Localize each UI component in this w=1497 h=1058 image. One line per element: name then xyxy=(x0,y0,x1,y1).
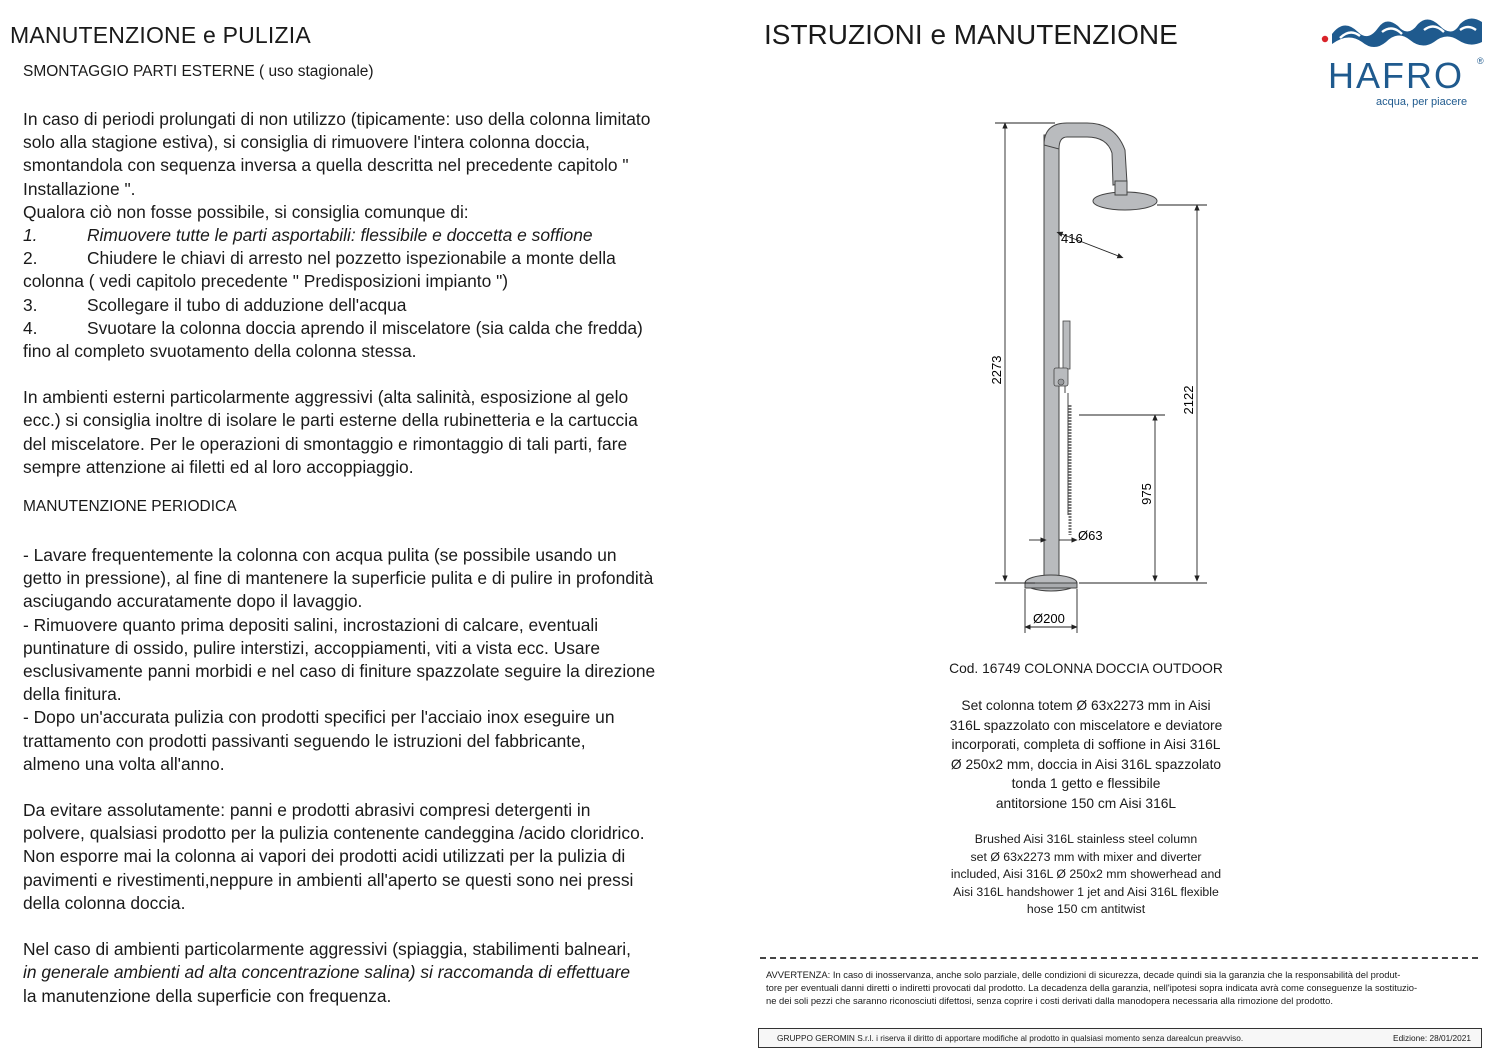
footer-disclaimer: GRUPPO GEROMIN S.r.l. i riserva il diritto di apportare modifiche al prodotto in qualsiasi momento senza darealcun preavviso. xyxy=(777,1033,1244,1043)
text-line: la manutenzione della superficie con frequenza. xyxy=(23,985,392,1006)
avoid-paragraph xyxy=(23,799,723,915)
text-line: 316L spazzolato con miscelatore e deviatore xyxy=(949,717,1223,733)
step-number: 1. xyxy=(23,225,38,246)
text-line: puntinature di ossido, pulire interstizi, accoppiamenti, viti a vista ecc. Usare xyxy=(23,637,601,658)
text-line: tore per eventuali danni diretti o indiretti provocati dal prodotto. La decadenza della garanzia, nell'ipotesi sopra indicata avrà come conseguenze la sostituzio- xyxy=(766,982,1418,993)
dim-total-height: 2273 xyxy=(989,355,1004,385)
step-text: Rimuovere tutte le parti asportabili: flessibile e doccetta e soffione xyxy=(87,225,593,246)
step-number: 4. xyxy=(23,317,38,338)
registered-mark: ® xyxy=(1477,56,1484,66)
text-line: Ø 250x2 mm, doccia in Aisi 316L spazzolato xyxy=(950,756,1222,772)
text-line: hose 150 cm antitwist xyxy=(1026,902,1146,917)
text-line: set Ø 63x2273 mm with mixer and diverter xyxy=(970,849,1202,864)
maintenance-bullet-3 xyxy=(23,706,723,776)
step-text: Scollegare il tubo di adduzione dell'acqua xyxy=(87,294,407,315)
logo-tagline: acqua, per piacere xyxy=(1376,96,1468,108)
technical-drawing xyxy=(975,105,1215,640)
section-title-maintenance: MANUTENZIONE PERIODICA xyxy=(23,498,237,516)
text-line: AVVERTENZA: In caso di inosservanza, anche solo parziale, delle condizioni di sicurezza, decade quindi sia la garanzia che la responsabilità del produt- xyxy=(766,969,1401,980)
right-page-title: ISTRUZIONI e MANUTENZIONE xyxy=(764,19,1178,50)
product-code: Cod. 16749 COLONNA DOCCIA OUTDOOR xyxy=(949,661,1223,676)
dim-base-diameter: Ø200 xyxy=(1033,611,1065,626)
text-line: in generale ambienti ad alta concentrazione salina) si raccomanda di effettuare xyxy=(23,962,631,983)
maintenance-bullet-2 xyxy=(23,614,723,707)
text-line: sempre attenzione ai filetti ed al loro accoppiaggio. xyxy=(23,456,414,477)
text-line: Aisi 316L handshower 1 jet and Aisi 316L flexible xyxy=(953,884,1219,899)
text-line: Installazione ". xyxy=(23,178,136,199)
text-line: Da evitare assolutamente: panni e prodotti abrasivi compresi detergenti in xyxy=(23,800,591,821)
step-item xyxy=(23,247,723,270)
maintenance-bullet-1 xyxy=(23,544,723,614)
text-line: polvere, qualsiasi prodotto per la pulizia contenente candeggina /acido cloridrico. xyxy=(23,823,645,844)
footer-bar xyxy=(758,1028,1482,1048)
text-line: tonda 1 getto e flessibile xyxy=(1011,776,1161,792)
final-recommendation-paragraph xyxy=(23,938,723,1008)
divider xyxy=(760,957,1478,959)
wave-icon xyxy=(1320,12,1488,56)
text-line: Qualora ciò non fosse possibile, si consiglia comunque di: xyxy=(23,201,469,222)
step-text: Chiudere le chiavi di arresto nel pozzetto ispezionabile a monte della xyxy=(87,248,616,269)
text-line: included, Aisi 316L Ø 250x2 mm showerhead and xyxy=(950,867,1222,882)
step-item xyxy=(23,294,723,317)
text-line: In caso di periodi prolungati di non utilizzo (tipicamente: uso della colonna limitato xyxy=(23,109,651,129)
text-line: Set colonna totem Ø 63x2273 mm in Aisi xyxy=(961,698,1211,713)
text-line: - Lavare frequentemente la colonna con acqua pulita (se possibile usando un xyxy=(23,545,617,566)
text-line: trattamento con prodotti passivanti seguendo le istruzioni del fabbricante, xyxy=(23,730,586,751)
footer-edition: Edizione: 28/01/2021 xyxy=(1393,1033,1471,1043)
dim-mixer-height: 975 xyxy=(1139,483,1154,505)
step-text: Svuotare la colonna doccia aprendo il miscelatore (sia calda che fredda) xyxy=(87,317,643,338)
step-item xyxy=(23,317,723,340)
logo-wordmark: HAFRO xyxy=(1328,55,1464,96)
text-line: della colonna doccia. xyxy=(23,892,186,913)
product-description-it xyxy=(760,696,1412,814)
product-description-en xyxy=(760,831,1412,919)
left-page-title: MANUTENZIONE e PULIZIA xyxy=(10,22,311,48)
hafro-logo xyxy=(1320,12,1488,112)
text-line: asciugando accuratamente dopo il lavaggio. xyxy=(23,591,363,612)
left-text-column xyxy=(23,62,723,1008)
text-line: - Rimuovere quanto prima depositi salini, incrostazioni di calcare, eventuali xyxy=(23,614,599,635)
intro-paragraph xyxy=(23,108,723,224)
dim-column-diameter: Ø63 xyxy=(1078,528,1103,543)
text-line: - Dopo un'accurata pulizia con prodotti specifici per l'acciaio inox eseguire un xyxy=(23,707,615,728)
text-line: In ambienti esterni particolarmente aggressivi (alta salinità, esposizione al gelo xyxy=(23,387,629,408)
text-line: ecc.) si consiglia inoltre di isolare le parti esterne della rubinetteria e la cartuccia xyxy=(23,410,638,431)
text-line: almeno una volta all'anno. xyxy=(23,753,225,774)
aggressive-env-paragraph xyxy=(23,386,723,479)
step-number: 2. xyxy=(23,248,38,269)
text-line: getto in pressione), al fine di mantenere la superficie pulita e di pulire in profondità xyxy=(23,568,654,589)
text-line: ne dei soli pezzi che saranno riconosciuti difettosi, senza coprire i costi derivati dalla manodopera necessaria alla rimozione del prodotto. xyxy=(766,995,1333,1006)
text-line: antitorsione 150 cm Aisi 316L xyxy=(995,795,1177,811)
text-line: Nel caso di ambienti particolarmente aggressivi (spiaggia, stabilimenti balneari, xyxy=(23,939,632,960)
text-line: esclusivamente panni morbidi e nel caso di finiture spazzolate seguire la direzione xyxy=(23,661,656,682)
text-line: smontandola con sequenza inversa a quella descritta nel precedente capitolo " xyxy=(23,155,629,176)
text-line: del miscelatore. Per le operazioni di smontaggio e rimontaggio di tali parti, fare xyxy=(23,433,628,454)
text-line: della finitura. xyxy=(23,684,122,705)
dim-head-height: 2122 xyxy=(1181,385,1196,415)
text-line: solo alla stagione estiva), si consiglia di rimuovere l'intera colonna doccia, xyxy=(23,132,590,153)
section-title-disassembly: SMONTAGGIO PARTI ESTERNE ( uso stagionale) xyxy=(23,63,374,80)
step-text: colonna ( vedi capitolo precedente " Predisposizioni impianto ") xyxy=(23,271,509,292)
shower-column xyxy=(1044,123,1157,583)
step-text: fino al completo svuotamento della colonna stessa. xyxy=(23,341,417,362)
dim-head-offset: 416 xyxy=(1061,231,1083,246)
text-line: Non esporre mai la colonna ai vapori dei prodotti acidi utilizzati per la pulizia di xyxy=(23,846,626,867)
steps-list xyxy=(23,224,723,363)
warning-note xyxy=(766,968,1478,1007)
step-number: 3. xyxy=(23,294,38,315)
step-item xyxy=(23,224,723,247)
text-line: Brushed Aisi 316L stainless steel column xyxy=(974,832,1198,846)
text-line: pavimenti e rivestimenti,neppure in ambienti all'aperto se questi sono nei pressi xyxy=(23,869,634,890)
text-line: incorporati, completa di soffione in Aisi 316L xyxy=(951,737,1221,753)
